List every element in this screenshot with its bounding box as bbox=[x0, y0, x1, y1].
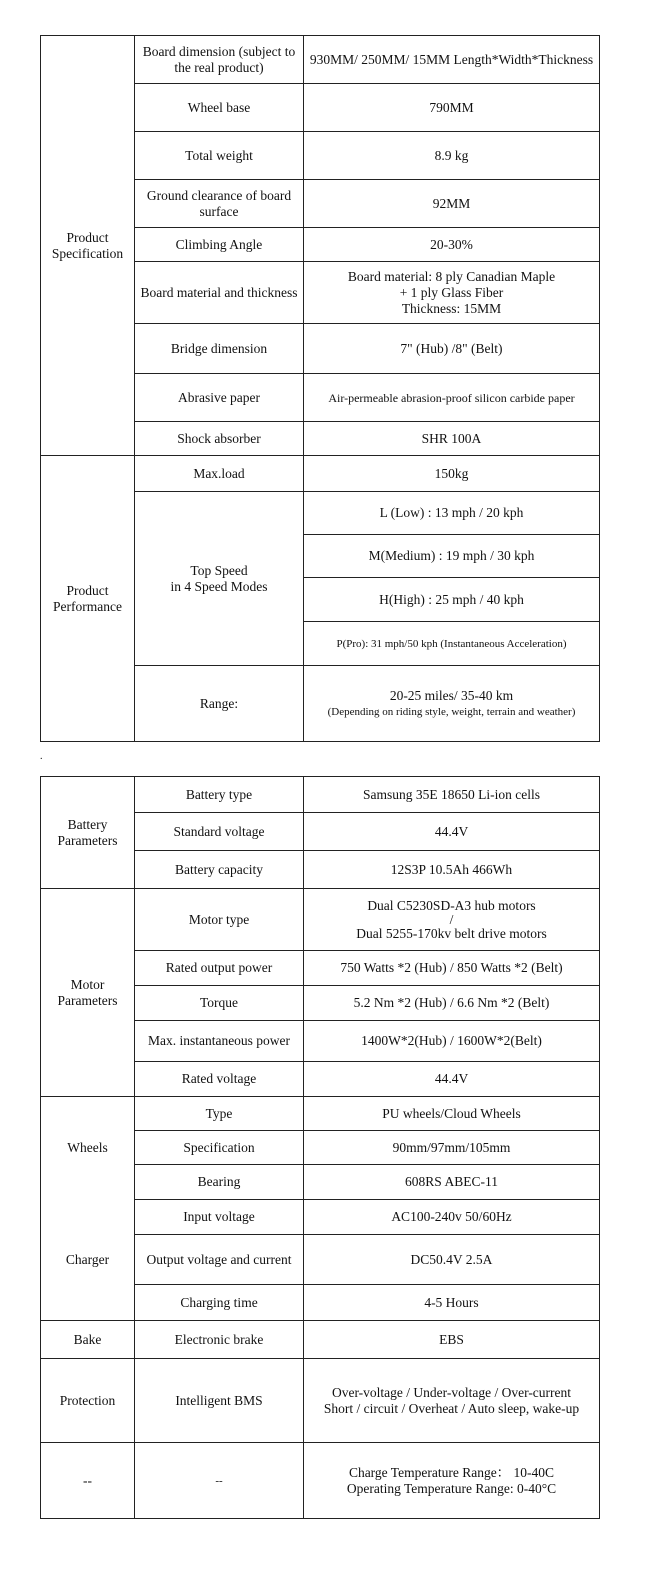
row-label: -- bbox=[135, 1443, 304, 1519]
group-protection: Protection bbox=[41, 1359, 135, 1443]
row-label: Battery type bbox=[135, 777, 304, 813]
row-label: Board dimension (subject to the real product) bbox=[135, 36, 304, 84]
row-value: 90mm/97mm/105mm bbox=[304, 1131, 600, 1165]
row-value: Samsung 35E 18650 Li-ion cells bbox=[304, 777, 600, 813]
row-label: Max. instantaneous power bbox=[135, 1021, 304, 1062]
group-line: Parameters bbox=[57, 992, 118, 1008]
range-value: 20-25 miles/ 35-40 km bbox=[389, 687, 514, 703]
value-line: / bbox=[449, 911, 454, 927]
row-value: 4-5 Hours bbox=[304, 1285, 600, 1321]
row-value: Air-permeable abrasion-proof silicon carbide paper bbox=[304, 374, 600, 422]
separator-dot: . bbox=[40, 751, 43, 762]
group-temperature: -- bbox=[41, 1443, 135, 1519]
row-value bbox=[304, 1359, 600, 1443]
row-value: 150kg bbox=[304, 456, 600, 492]
row-label: Rated output power bbox=[135, 951, 304, 986]
value-line: Dual C5230SD-A3 hub motors bbox=[367, 897, 536, 913]
row-label: Battery capacity bbox=[135, 851, 304, 889]
row-value: 12S3P 10.5Ah 466Wh bbox=[304, 851, 600, 889]
row-label: Max.load bbox=[135, 456, 304, 492]
row-label: Specification bbox=[135, 1131, 304, 1165]
row-value: SHR 100A bbox=[304, 422, 600, 456]
label-line: in 4 Speed Modes bbox=[170, 578, 268, 594]
row-value: DC50.4V 2.5A bbox=[304, 1235, 600, 1285]
group-motor bbox=[41, 889, 135, 1097]
speed-mode: P(Pro): 31 mph/50 kph (Instantaneous Acceleration) bbox=[304, 622, 600, 666]
value-line: Over-voltage / Under-voltage / Over-current bbox=[331, 1384, 572, 1400]
row-value: 750 Watts *2 (Hub) / 850 Watts *2 (Belt) bbox=[304, 951, 600, 986]
value-line: Charge Temperature Range： 10-40C bbox=[348, 1464, 555, 1480]
row-value: 44.4V bbox=[304, 1062, 600, 1097]
row-label: Electronic brake bbox=[135, 1321, 304, 1359]
label-line: Top Speed bbox=[190, 562, 248, 578]
group-line: Motor bbox=[70, 976, 105, 992]
row-label: Shock absorber bbox=[135, 422, 304, 456]
row-value: 930MM/ 250MM/ 15MM Length*Width*Thickness bbox=[304, 36, 600, 84]
row-value bbox=[304, 666, 600, 742]
speed-mode: M(Medium) : 19 mph / 30 kph bbox=[304, 535, 600, 578]
group-line: Parameters bbox=[57, 832, 118, 848]
speed-mode: H(High) : 25 mph / 40 kph bbox=[304, 578, 600, 622]
row-label: Total weight bbox=[135, 132, 304, 180]
value-line: Operating Temperature Range: 0-40°C bbox=[346, 1480, 557, 1496]
row-value: PU wheels/Cloud Wheels bbox=[304, 1097, 600, 1131]
row-value: 5.2 Nm *2 (Hub) / 6.6 Nm *2 (Belt) bbox=[304, 986, 600, 1021]
row-label: Climbing Angle bbox=[135, 228, 304, 262]
row-value: 20-30% bbox=[304, 228, 600, 262]
group-wheels: Wheels bbox=[41, 1097, 135, 1200]
row-label: Board material and thickness bbox=[135, 262, 304, 324]
group-line: Battery bbox=[67, 816, 108, 832]
range-note: (Depending on riding style, weight, terrain and weather) bbox=[327, 705, 576, 718]
value-line: Short / circuit / Overheat / Auto sleep, wake-up bbox=[323, 1400, 580, 1416]
row-label: Range: bbox=[135, 666, 304, 742]
value-line: Board material: 8 ply Canadian Maple bbox=[347, 268, 556, 284]
row-value bbox=[304, 889, 600, 951]
spec-table-2 bbox=[40, 776, 600, 1519]
row-value: 7" (Hub) /8" (Belt) bbox=[304, 324, 600, 374]
row-value: 608RS ABEC-11 bbox=[304, 1165, 600, 1200]
row-value bbox=[304, 1443, 600, 1519]
group-product-performance: Product Performance bbox=[41, 456, 135, 742]
row-label: Input voltage bbox=[135, 1200, 304, 1235]
value-line: Dual 5255-170kv belt drive motors bbox=[356, 925, 547, 941]
row-label: Bridge dimension bbox=[135, 324, 304, 374]
speed-mode: L (Low) : 13 mph / 20 kph bbox=[304, 492, 600, 535]
row-label: Torque bbox=[135, 986, 304, 1021]
top-speed-label bbox=[135, 492, 304, 666]
row-value bbox=[304, 262, 600, 324]
group-charger: Charger bbox=[41, 1200, 135, 1321]
value-line: Thickness: 15MM bbox=[401, 300, 502, 316]
group-product-specification: Product Specification bbox=[41, 36, 135, 456]
row-label: Abrasive paper bbox=[135, 374, 304, 422]
spec-table-1 bbox=[40, 35, 600, 742]
row-label: Rated voltage bbox=[135, 1062, 304, 1097]
group-bake: Bake bbox=[41, 1321, 135, 1359]
row-label: Wheel base bbox=[135, 84, 304, 132]
row-value: 92MM bbox=[304, 180, 600, 228]
row-label: Output voltage and current bbox=[135, 1235, 304, 1285]
row-label: Intelligent BMS bbox=[135, 1359, 304, 1443]
row-value: AC100-240v 50/60Hz bbox=[304, 1200, 600, 1235]
row-label: Type bbox=[135, 1097, 304, 1131]
group-battery bbox=[41, 777, 135, 889]
row-value: 44.4V bbox=[304, 813, 600, 851]
row-label: Standard voltage bbox=[135, 813, 304, 851]
row-label: Motor type bbox=[135, 889, 304, 951]
row-label: Ground clearance of board surface bbox=[135, 180, 304, 228]
row-value: 1400W*2(Hub) / 1600W*2(Belt) bbox=[304, 1021, 600, 1062]
row-value: 8.9 kg bbox=[304, 132, 600, 180]
row-value: 790MM bbox=[304, 84, 600, 132]
value-line: + 1 ply Glass Fiber bbox=[399, 284, 504, 300]
row-label: Bearing bbox=[135, 1165, 304, 1200]
row-label: Charging time bbox=[135, 1285, 304, 1321]
row-value: EBS bbox=[304, 1321, 600, 1359]
